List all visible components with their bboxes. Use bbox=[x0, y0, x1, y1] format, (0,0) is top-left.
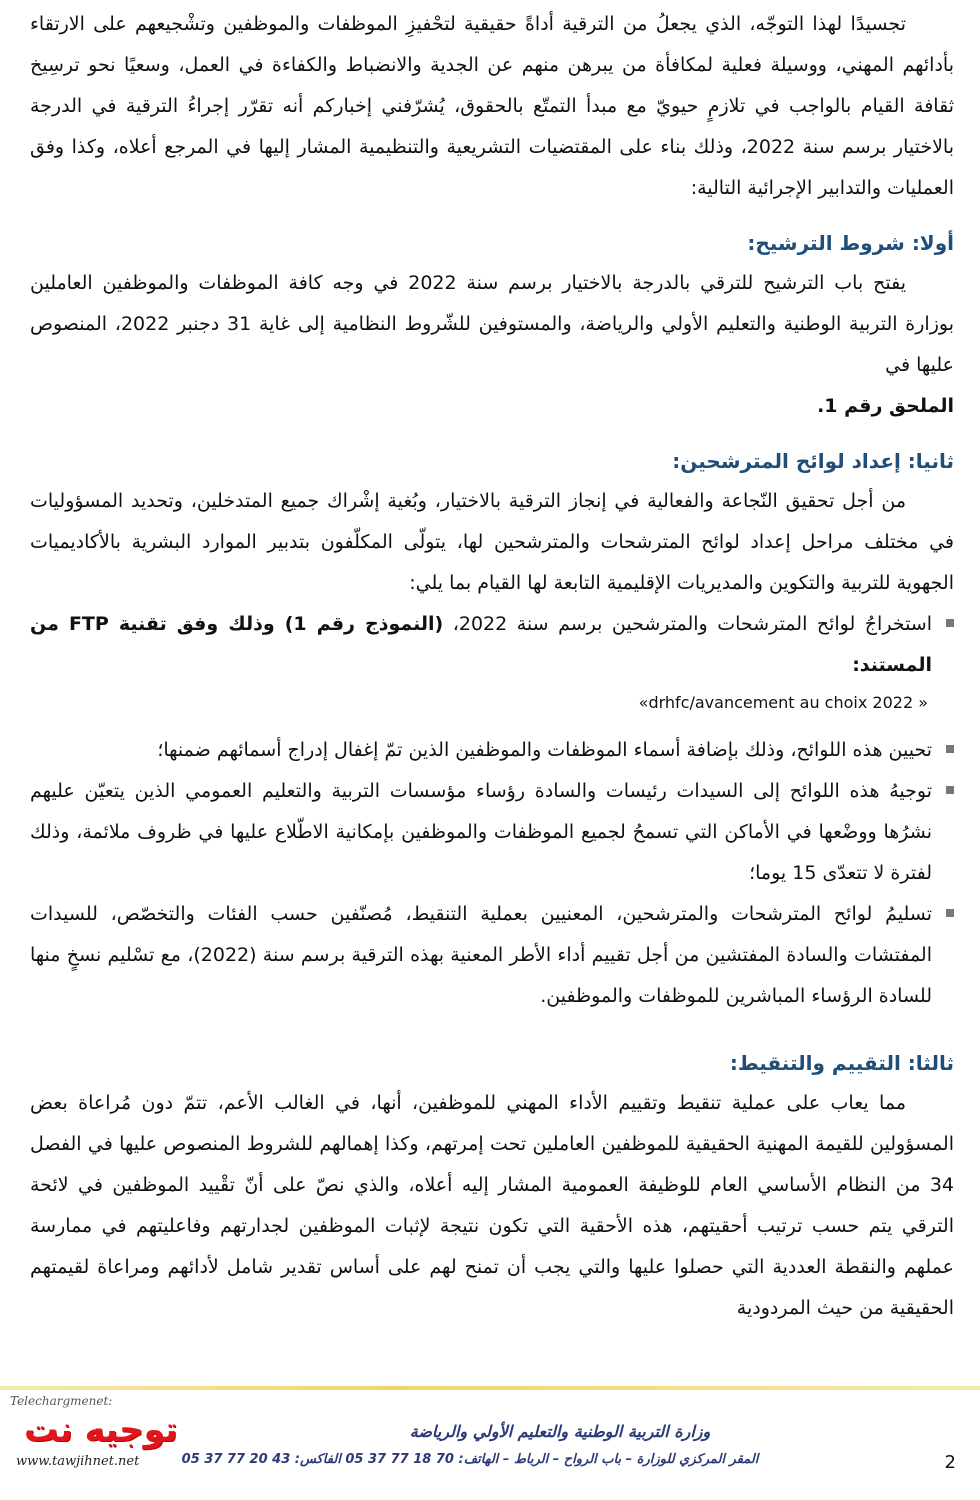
list-item bbox=[30, 771, 954, 894]
section-heading-lists: ثانيا: إعداد لوائح المترشحين: bbox=[672, 449, 954, 473]
list-item bbox=[30, 894, 954, 1017]
bullet-text: تسليمُ لوائح المترشحات والمترشحين، المعنيين بعملية التنقيط، مُصنّفين حسب الفئات والتخصّص، للسيدات المفتشات والسادة المفتشين من أجل تقييم أداء الأطر المعنية بهذه الترقية برسم سنة (2022)، مع تسْليم نسخٍ منها للسادة الرؤساء المباشرين للموظفات والموظفين. bbox=[30, 903, 933, 1007]
bullet-bold-text: (النموذج رقم 1) وذلك وفق تقنية FTP من المستند: bbox=[30, 613, 932, 676]
document-body bbox=[30, 4, 954, 1329]
bullet-text: استخراجُ لوائح المترشحات والمترشحين برسم سنة 2022، bbox=[443, 613, 933, 635]
ftp-path: «drhfc/avancement au choix 2022 » bbox=[638, 693, 928, 712]
conditions-paragraph bbox=[30, 263, 954, 386]
page-number: 2 bbox=[944, 1452, 956, 1473]
bullet-square-icon bbox=[946, 909, 954, 917]
ministry-name: وزارة التربية الوطنية والتعليم الأولي والرياضة bbox=[409, 1422, 711, 1441]
watermark-url: www.tawjihnet.net bbox=[16, 1454, 140, 1469]
bullet-square-icon bbox=[946, 786, 954, 794]
ministry-address: المقر المركزي للوزارة – باب الرواح – الرباط – الهاتف: 70 18 77 37 05 الفاكس: 43 20 77 37 05 bbox=[181, 1452, 759, 1467]
bullet-square-icon bbox=[946, 745, 954, 753]
conditions-text: يفتح باب الترشيح للترقي بالدرجة بالاختيار برسم سنة 2022 في وجه كافة الموظفات والموظفين العاملين بوزارة التربية الوطنية والتعليم الأولي والرياضة، والمستوفين للشّروط النظامية إلى غاية 31 دجنبر 2022، المنصوص عليها في bbox=[30, 272, 954, 376]
annex-reference: الملحق رقم 1. bbox=[817, 395, 954, 417]
list-item bbox=[30, 604, 954, 686]
bullet-text: توجيهُ هذه اللوائح إلى السيدات رئيسات والسادة رؤساء مؤسسات التربية والتعليم العمومي الذين يتعيّن عليهم نشرُها ووضْعها في الأماكن التي تسمحُ لجميع الموظفات والموظفين بإمكانية الاطّلاع عليها في ظروف ملائمة، وذلك لفترة لا تتعدّى 15 يوما؛ bbox=[30, 780, 932, 884]
watermark-logo bbox=[6, 1392, 196, 1496]
bullet-square-icon bbox=[946, 619, 954, 627]
list-item bbox=[30, 730, 954, 771]
lists-paragraph: من أجل تحقيق النّجاعة والفعالية في إنجاز الترقية بالاختيار، وبُغية إشْراك جميع المتدخلين، وتحديد المسؤوليات في مختلف مراحل إعداد لوائح المترشحات والمترشحين لها، يتولّى المكلّفون بتدبير الموارد البشرية بالأكاديميات الجهوية للتربية والتكوين والمديريات الإقليمية التابعة لها القيام بما يلي: bbox=[30, 490, 954, 594]
watermark-brand: توجيه نت bbox=[24, 1410, 178, 1450]
footer-divider bbox=[0, 1386, 980, 1390]
section-heading-evaluation: ثالثا: التقييم والتنقيط: bbox=[729, 1051, 954, 1075]
section-heading-conditions: أولا: شروط الترشيح: bbox=[747, 231, 954, 255]
watermark-caption: Telechargmenet: bbox=[10, 1394, 113, 1408]
intro-paragraph: تجسيدًا لهذا التوجّه، الذي يجعلُ من الترقية أداةً حقيقية لتحْفيزِ الموظفات والموظفين وتشْجيعهم على الارتقاء بأدائهم المهني، ووسيلة فعلية لمكافأة من يبرهن منهم عن الجدية والانضباط والكفاءة في العمل، وسعيًا نحو ترسِيخ ثقافة القيام بالواجب في تلازمٍ حيويّ مع مبدأ التمتّع بالحقوق، يُشرّفني إخباركم أنه تقرّر إجراءُ الترقية في الدرجة بالاختيار برسم سنة 2022، وذلك بناء على المقتضيات التشريعية والتنظيمية المشار إليها في المرجع أعلاه، وكذا وفق العمليات والتدابير الإجرائية التالية: bbox=[30, 13, 955, 199]
bullet-text: تحيين هذه اللوائح، وذلك بإضافة أسماء الموظفات والموظفين الذين تمّ إغفال إدراج أسمائهم ضمنها؛ bbox=[157, 739, 932, 761]
evaluation-paragraph: مما يعاب على عملية تنقيط وتقييم الأداء المهني للموظفين، أنها، في الغالب الأعم، تتمّ دون مُراعاة بعض المسؤولين للقيمة المهنية الحقيقية للموظفين العاملين تحت إمرتهم، وكذا إهمالهم للشروط المنصوص عليها في الفصل 34 من النظام الأساسي العام للوظيفة العمومية المشار إليه أعلاه، والذي نصّ على أنّ تقْييد الموظفين في لائحة الترقي يتم حسب ترتيب أحقيتهم، هذه الأحقية التي تكون نتيجة لإثبات الموظفين لجدارتهم وفاعليتهم في ممارسة عملهم والنقطة العددية التي حصلوا عليها والتي يجب أن تمنح لهم على أساس تقدير شامل لأدائهم ومراعاة لقيمتهم الحقيقية من حيث المردودية bbox=[30, 1092, 954, 1319]
page-footer bbox=[0, 1392, 980, 1500]
